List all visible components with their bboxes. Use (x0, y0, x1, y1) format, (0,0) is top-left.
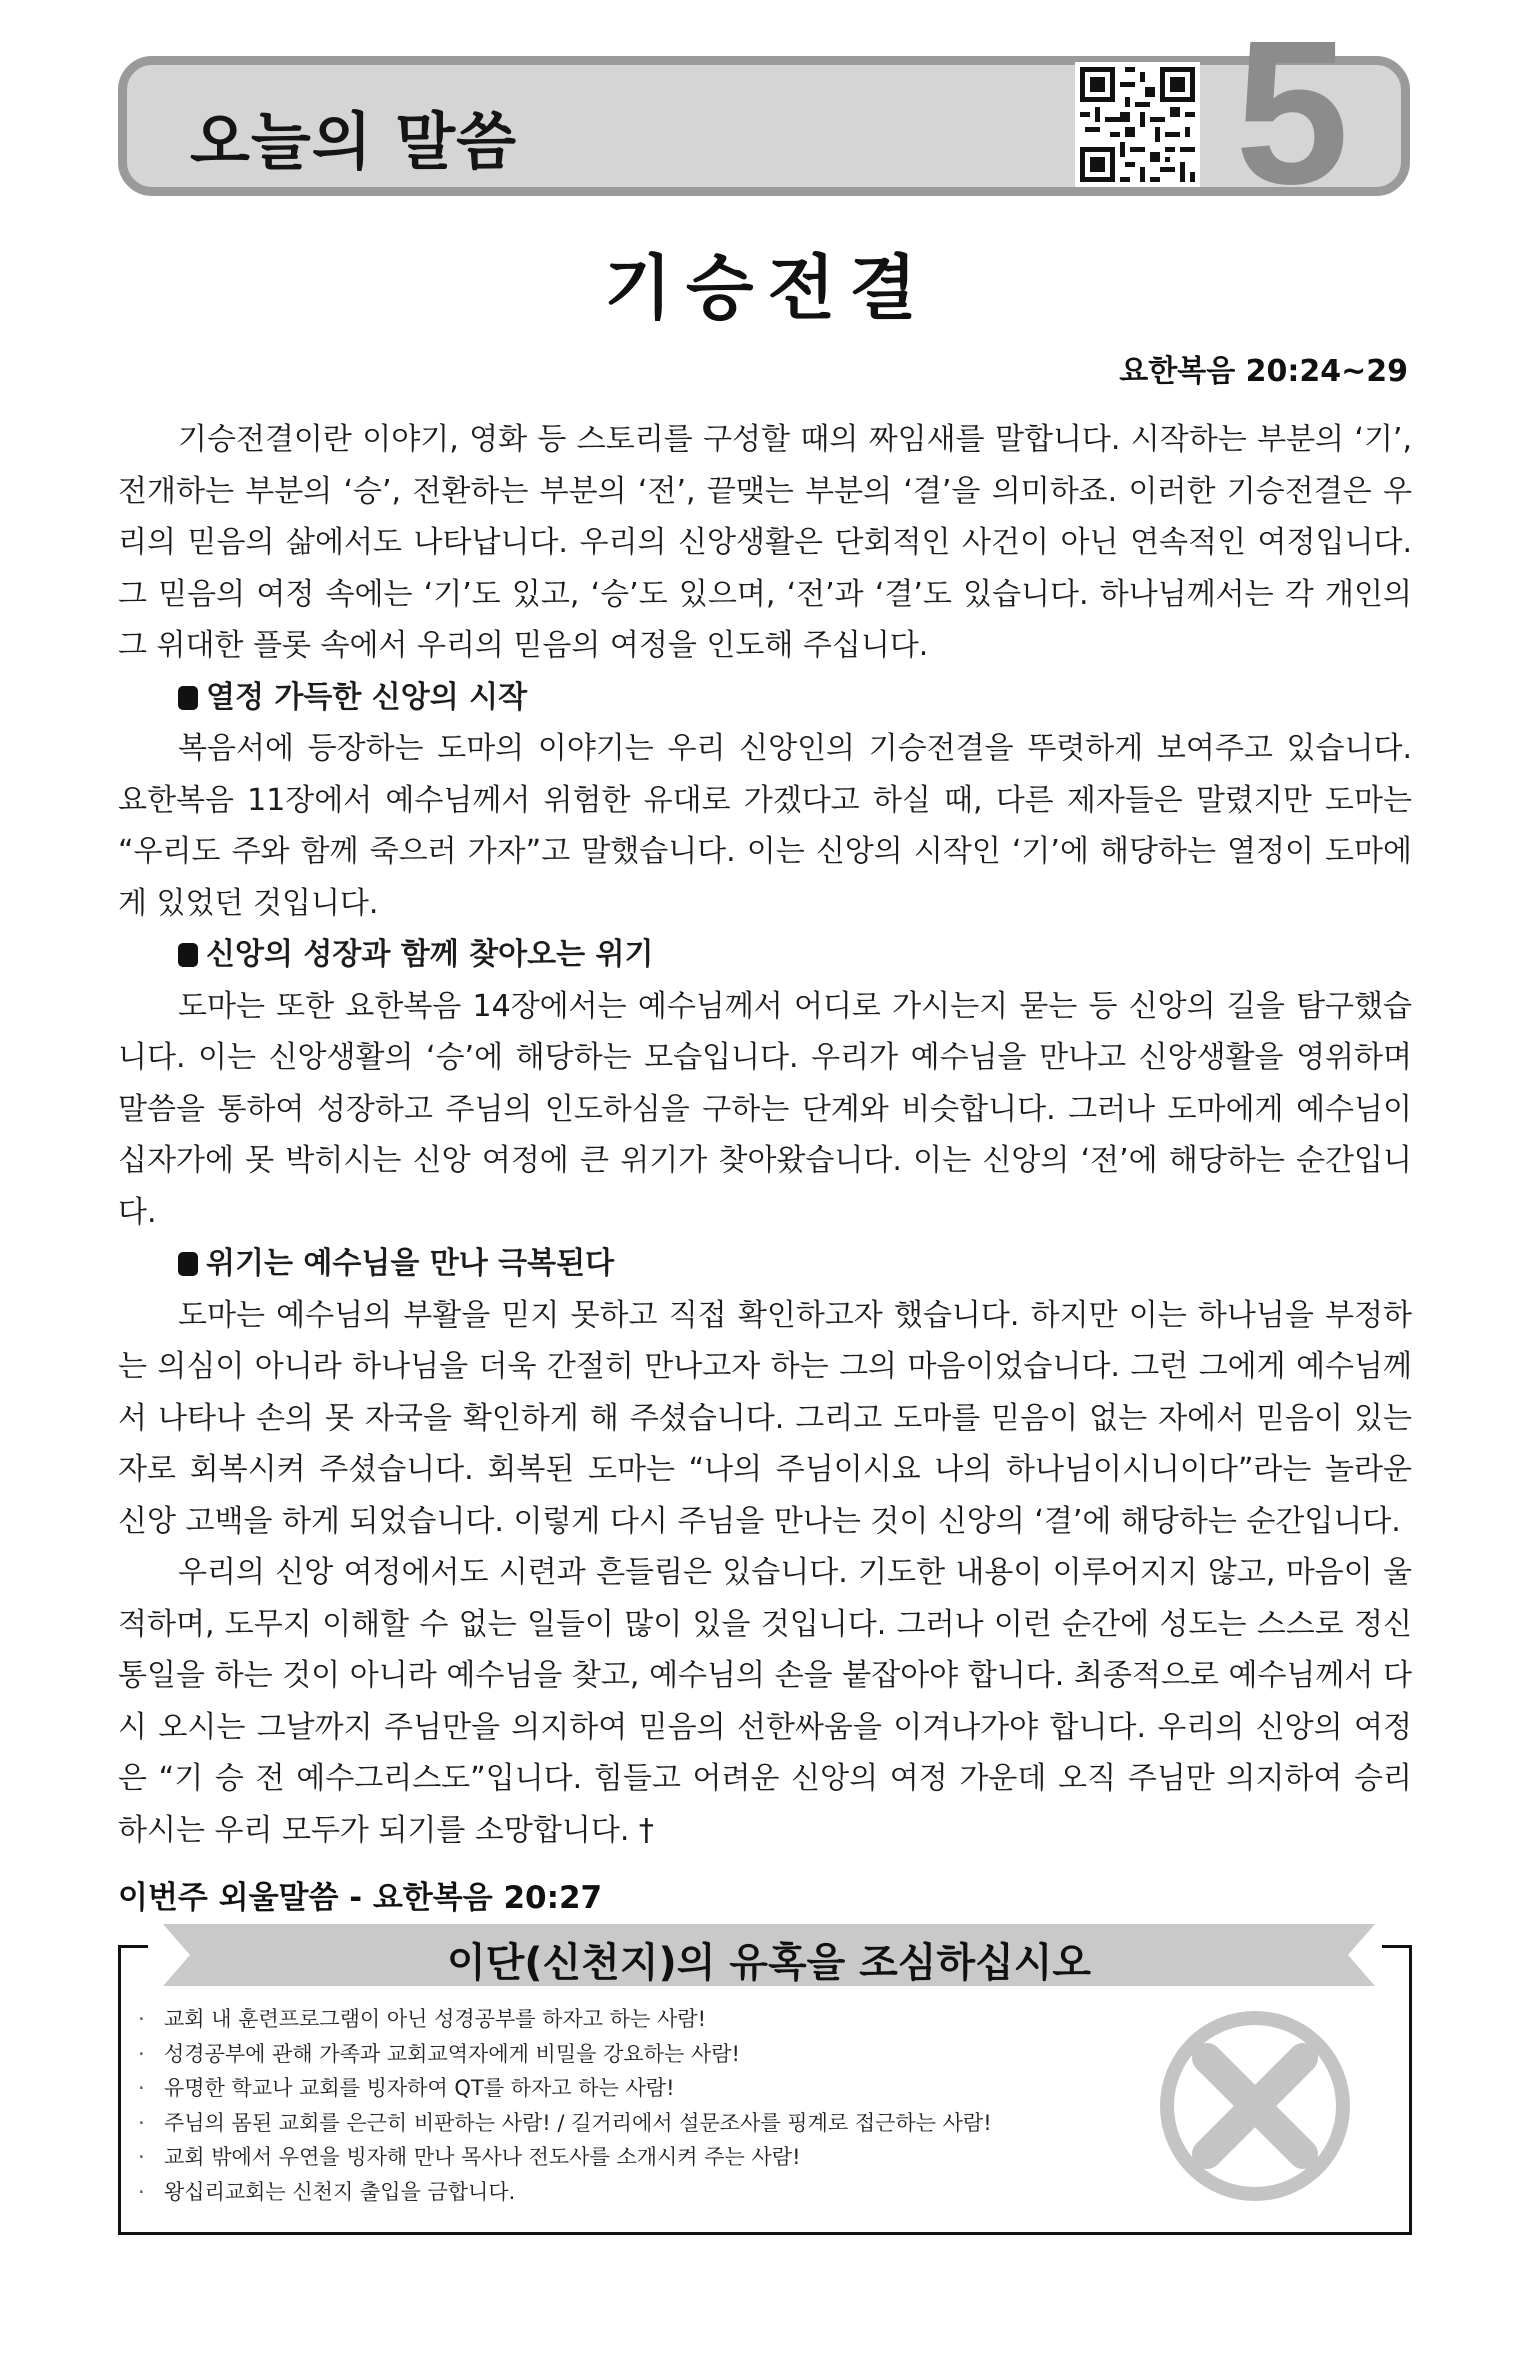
section-heading: 열정 가득한 신앙의 시작 (118, 672, 1412, 724)
sermon-title: 기승전결 (604, 247, 931, 329)
header-title: 오늘의 말씀 (190, 105, 518, 178)
qr-code-icon[interactable] (1075, 62, 1200, 187)
list-item: · 주님의 몸된 교회를 은근히 비판하는 사람! / 길거리에서 설문조사를 핑계로 접근하는 사람! (138, 2106, 992, 2141)
closing-paragraph: 우리의 신앙 여정에서도 시련과 흔들림은 있습니다. 기도한 내용이 이루어지지 않고, 마음이 울적하며, 도무지 이해할 수 없는 일들이 많이 있을 것입니다. 그러나 이런 순간에 성도는 스스로 정신 통일을 하는 것이 아니라 예수님을 찾고, 예수님의 손을 붙잡아야 합니다. 최종적으로 예수님께서 다시 오시는 그날까지 주님만을 의지하여 믿음의 선한싸움을 이겨나가야 합니다. 우리의 신앙의 여정은 “기 승 전 예수그리스도”입니다. 힘들고 어려운 신앙의 여정 가운데 오직 주님만 의지하여 승리하시는 우리 모두가 되기를 소망합니다. † (118, 1555, 1412, 1848)
square-bullet-icon (178, 1252, 198, 1276)
list-item: · 왕십리교회는 신천지 출입을 금합니다. (138, 2175, 992, 2210)
list-item: · 성경공부에 관해 가족과 교회교역자에게 비밀을 강요하는 사람! (138, 2037, 992, 2072)
warning-list (138, 2002, 992, 2209)
scripture-reference: 요한복음 20:24~29 (1119, 354, 1408, 389)
section-heading: 신앙의 성장과 함께 찾아오는 위기 (118, 929, 1412, 981)
list-item: · 유명한 학교나 교회를 빙자하여 QT를 하자고 하는 사람! (138, 2071, 992, 2106)
square-bullet-icon (178, 943, 198, 967)
sermon-body (118, 414, 1412, 1856)
memory-verse: 이번주 외울말씀 - 요한복음 20:27 (118, 1880, 603, 1916)
section-paragraph: 도마는 예수님의 부활을 믿지 못하고 직접 확인하고자 했습니다. 하지만 이는 하나님을 부정하는 의심이 아니라 하나님을 더욱 간절히 만나고자 하는 그의 마음이었습니다. 그런 그에게 예수님께서 나타나 손의 못 자국을 확인하게 해 주셨습니다. 그리고 도마를 믿음이 없는 자에서 믿음이 있는 자로 회복시켜 주셨습니다. 회복된 도마는 “나의 주님이시요 나의 하나님이시니이다”라는 놀라운 신앙 고백을 하게 되었습니다. 이렇게 다시 주님을 만나는 것이 신앙의 ‘결’에 해당하는 순간입니다. (118, 1297, 1412, 1539)
x-circle-icon (1155, 2006, 1355, 2206)
page-number: 5 (1235, 0, 1350, 227)
section-paragraph: 도마는 또한 요한복음 14장에서는 예수님께서 어디로 가시는지 묻는 등 신앙의 길을 탐구했습니다. 이는 신앙생활의 ‘승’에 해당하는 모습입니다. 우리가 예수님을 만나고 신앙생활을 영위하며 말씀을 통하여 성장하고 주님의 인도하심을 구하는 단계와 비슷합니다. 그러나 도마에게 예수님이 십자가에 못 박히시는 신앙 여정에 큰 위기가 찾아왔습니다. 이는 신앙의 ‘전’에 해당하는 순간입니다. (118, 988, 1412, 1230)
list-item: · 교회 밖에서 우연을 빙자해 만나 목사나 전도사를 소개시켜 주는 사람! (138, 2140, 992, 2175)
section-paragraph: 복음서에 등장하는 도마의 이야기는 우리 신앙인의 기승전결을 뚜렷하게 보여주고 있습니다. 요한복음 11장에서 예수님께서 위험한 유대로 가겠다고 하실 때, 다른 제자들은 말렸지만 도마는 “우리도 주와 함께 죽으러 가자”고 말했습니다. 이는 신앙의 시작인 ‘기’에 해당하는 열정이 도마에게 있었던 것입니다. (118, 731, 1412, 921)
square-bullet-icon (178, 686, 198, 710)
section-heading: 위기는 예수님을 만나 극복된다 (118, 1238, 1412, 1290)
intro-paragraph: 기승전결이란 이야기, 영화 등 스토리를 구성할 때의 짜임새를 말합니다. 시작하는 부분의 ‘기’, 전개하는 부분의 ‘승’, 전환하는 부분의 ‘전’, 끝맺는 부분의 ‘결’을 의미하죠. 이러한 기승전결은 우리의 믿음의 삶에서도 나타납니다. 우리의 신앙생활은 단회적인 사건이 아닌 연속적인 여정입니다. 그 믿음의 여정 속에는 ‘기’도 있고, ‘승’도 있으며, ‘전’과 ‘결’도 있습니다. 하나님께서는 각 개인의 그 위대한 플롯 속에서 우리의 믿음의 여정을 인도해 주십니다. (118, 422, 1412, 663)
warning-title: 이단(신천지)의 유혹을 조심하십시오 (446, 1940, 1091, 1986)
list-item: · 교회 내 훈련프로그램이 아닌 성경공부를 하자고 하는 사람! (138, 2002, 992, 2037)
